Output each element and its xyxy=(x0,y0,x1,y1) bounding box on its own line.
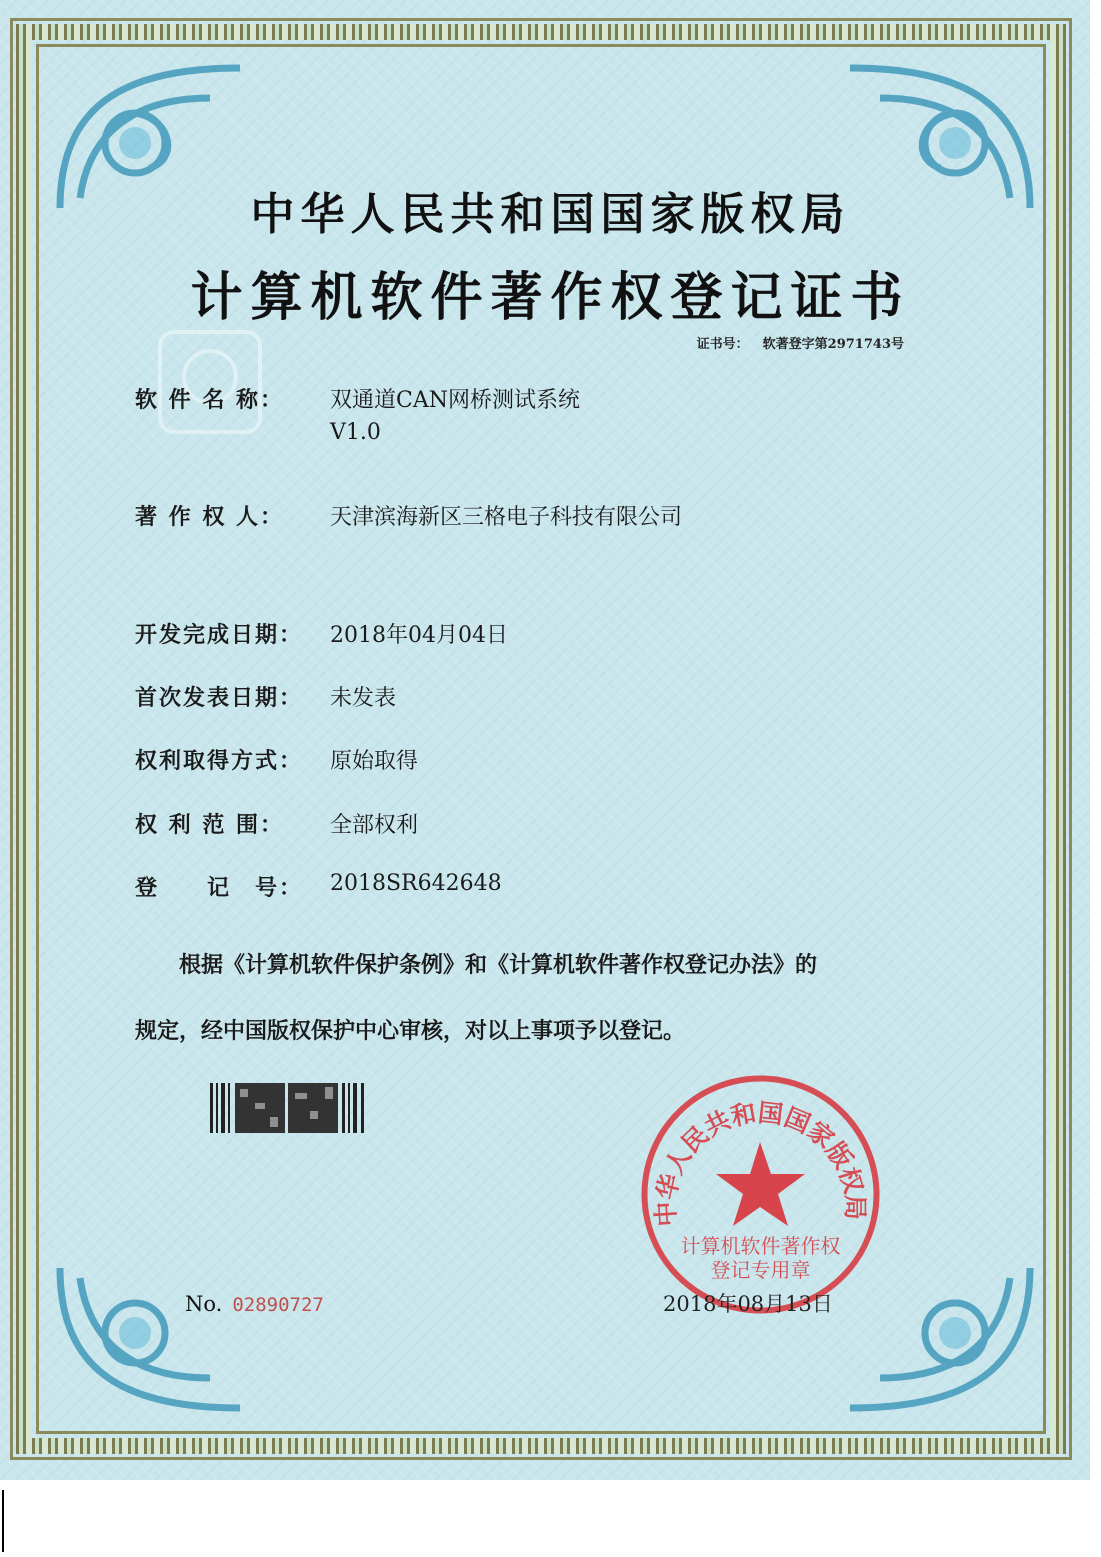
inner-border xyxy=(36,44,1046,1434)
field-acquisition xyxy=(135,744,418,775)
corner-ornament-bottom-left xyxy=(40,1238,270,1428)
certificate-title: 计算机软件著作权登记证书 xyxy=(190,267,911,328)
official-seal xyxy=(638,1072,883,1317)
serial-number-label: No. xyxy=(185,1292,223,1316)
registration-number-value: 2018SR642648 xyxy=(330,871,502,896)
owner-value: 天津滨海新区三格电子科技有限公司 xyxy=(330,505,683,530)
acquisition-label: 权利取得方式： xyxy=(135,748,304,774)
dev-date-label: 开发完成日期： xyxy=(135,622,304,648)
field-software-name xyxy=(135,383,580,445)
dev-date-value: 2018年04月04日 xyxy=(330,623,508,648)
seal-star-icon xyxy=(716,1142,805,1226)
issuer-title: 中华人民共和国国家版权局 xyxy=(250,189,851,240)
serial-number xyxy=(185,1292,324,1316)
scope-label: 权 利 范 围： xyxy=(135,812,284,838)
serial-number-value: 02890727 xyxy=(232,1294,324,1316)
statement-line-2: 规定，经中国版权保护中心审核，对以上事项予以登记。 xyxy=(135,1018,686,1044)
software-version-value: V1.0 xyxy=(330,420,381,445)
registration-number-label: 登 记 号： xyxy=(135,875,304,901)
seal-center-line-1: 计算机软件著作权 xyxy=(680,1234,841,1258)
barcode xyxy=(210,1083,368,1133)
software-name-value: 双通道CAN网桥测试系统 xyxy=(330,388,580,413)
software-name-label: 软 件 名 称： xyxy=(135,387,284,413)
seal-center-line-2: 登记专用章 xyxy=(710,1258,811,1282)
seal-ring-text: 中华人民共和国国家版权局 xyxy=(650,1098,870,1228)
scope-value: 全部权利 xyxy=(330,813,419,838)
pub-date-label: 首次发表日期： xyxy=(135,685,304,711)
acquisition-value: 原始取得 xyxy=(330,749,419,774)
statement-line-1: 根据《计算机软件保护条例》和《计算机软件著作权登记办法》的 xyxy=(179,952,818,978)
certificate-number-label: 证书号： xyxy=(696,337,749,352)
field-dev-date xyxy=(135,618,508,649)
scan-edge-mark xyxy=(2,1490,4,1552)
issue-date: 2018年08月13日 xyxy=(663,1292,833,1316)
pub-date-value: 未发表 xyxy=(330,686,397,711)
certificate-number xyxy=(697,333,904,352)
field-pub-date xyxy=(135,681,396,712)
field-scope xyxy=(135,808,418,839)
registration-statement xyxy=(135,932,975,1064)
field-registration-number xyxy=(135,871,502,902)
certificate-number-value: 软著登字第2971743号 xyxy=(762,337,904,352)
field-owner xyxy=(135,500,682,531)
owner-label: 著 作 权 人： xyxy=(135,504,284,530)
